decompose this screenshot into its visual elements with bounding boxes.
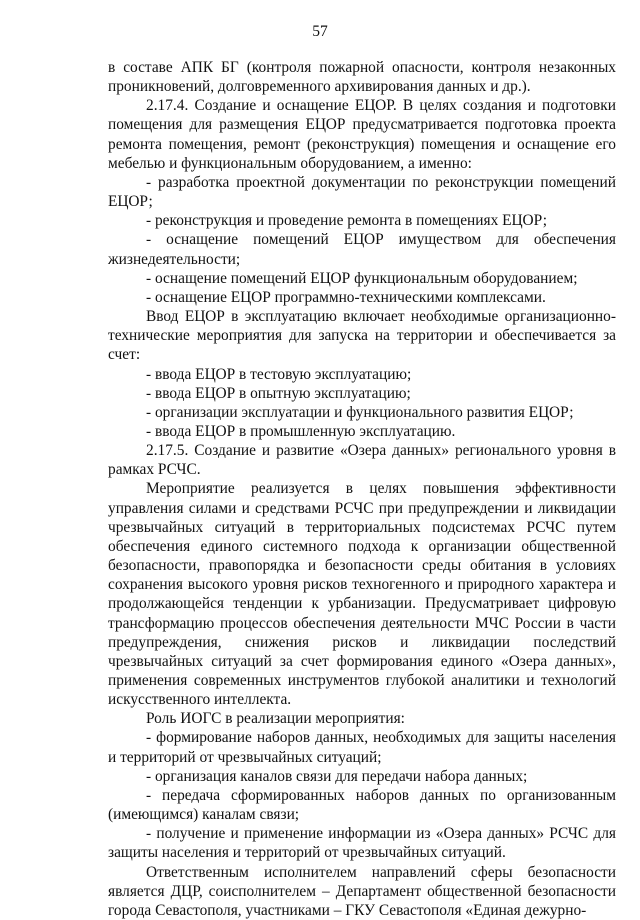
- list-item: - оснащение помещений ЕЦОР имуществом для обеспечения жизнедеятельности;: [108, 231, 616, 268]
- list-item: - организация каналов связи для передачи набора данных;: [146, 767, 528, 785]
- list-item: - оснащение помещений ЕЦОР функциональным оборудованием;: [146, 269, 578, 287]
- list-item: - организации эксплуатации и функционального развития ЕЦОР;: [146, 403, 574, 421]
- paragraph: Мероприятие реализуется в целях повышения эффективности управления силами и средствами РСЧС при предупреждении и ликвидации чрезвычайных ситуаций в территориальных подсистемах РСЧС путем обеспечения единого системного подхода к организации общественной безопасности, правопорядка и безопасности среды обитания в условиях сохранения высокого уровня рисков техногенного и природного характера и продолжающейся тенденции к урбанизации. Предусматривает цифровую трансформацию процессов обеспечения деятельности МЧС России в части предупреждения, снижения рисков и ликвидации последствий чрезвычайных ситуаций за счет формирования единого «Озера данных», применения современных инструментов глубокой аналитики и технологий искусственного интеллекта.: [108, 480, 616, 709]
- list-item: - реконструкция и проведение ремонта в помещениях ЕЦОР;: [146, 212, 547, 230]
- list-item: - ввода ЕЦОР в тестовую эксплуатацию;: [146, 365, 412, 383]
- list-item: - формирование наборов данных, необходимых для защиты населения и территорий от чрезвычайных ситуаций;: [108, 729, 616, 766]
- list-item: - передача сформированных наборов данных по организованным (имеющимся) каналам связи;: [108, 786, 616, 824]
- paragraph: 2.17.4. Создание и оснащение ЕЦОР. В целях создания и подготовки помещения для размещения ЕЦОР предусматривается подготовка проекта ремонта помещения, ремонт (реконструкция) помещения и оснащение его мебелью и функциональным оборудованием, а именно:: [108, 97, 616, 172]
- paragraph: Ввод ЕЦОР в эксплуатацию включает необходимые организационно-технические мероприятия для запуска на территории и обеспечивается за счет:: [108, 308, 616, 364]
- document-body: [108, 58, 616, 920]
- list-item: - получение и применение информации из «Озера данных» РСЧС для защиты населения и территорий от чрезвычайных ситуаций.: [108, 825, 616, 862]
- list-item: - ввода ЕЦОР в опытную эксплуатацию;: [146, 384, 411, 402]
- page-number: 57: [312, 23, 328, 40]
- list-item: - ввода ЕЦОР в промышленную эксплуатацию.: [146, 422, 456, 440]
- list-item: - оснащение ЕЦОР программно-техническими комплексами.: [146, 288, 546, 306]
- section-heading: 2.17.5. Создание и развитие «Озера данных» регионального уровня в рамках РСЧС.: [108, 442, 616, 479]
- list-item: - разработка проектной документации по реконструкции помещений ЕЦОР;: [108, 173, 616, 211]
- paragraph: Ответственным исполнителем направлений сферы безопасности является ДЦР, соисполнителем – Департамент общественной безопасности города Севастополя, участниками – ГКУ Севастополя «Единая дежурно-: [108, 863, 616, 919]
- paragraph: Роль ИОГС в реализации мероприятия:: [146, 710, 405, 728]
- paragraph: в составе АПК БГ (контроля пожарной опасности, контроля незаконных проникновений, долговременного архивирования данных и др.).: [108, 59, 616, 96]
